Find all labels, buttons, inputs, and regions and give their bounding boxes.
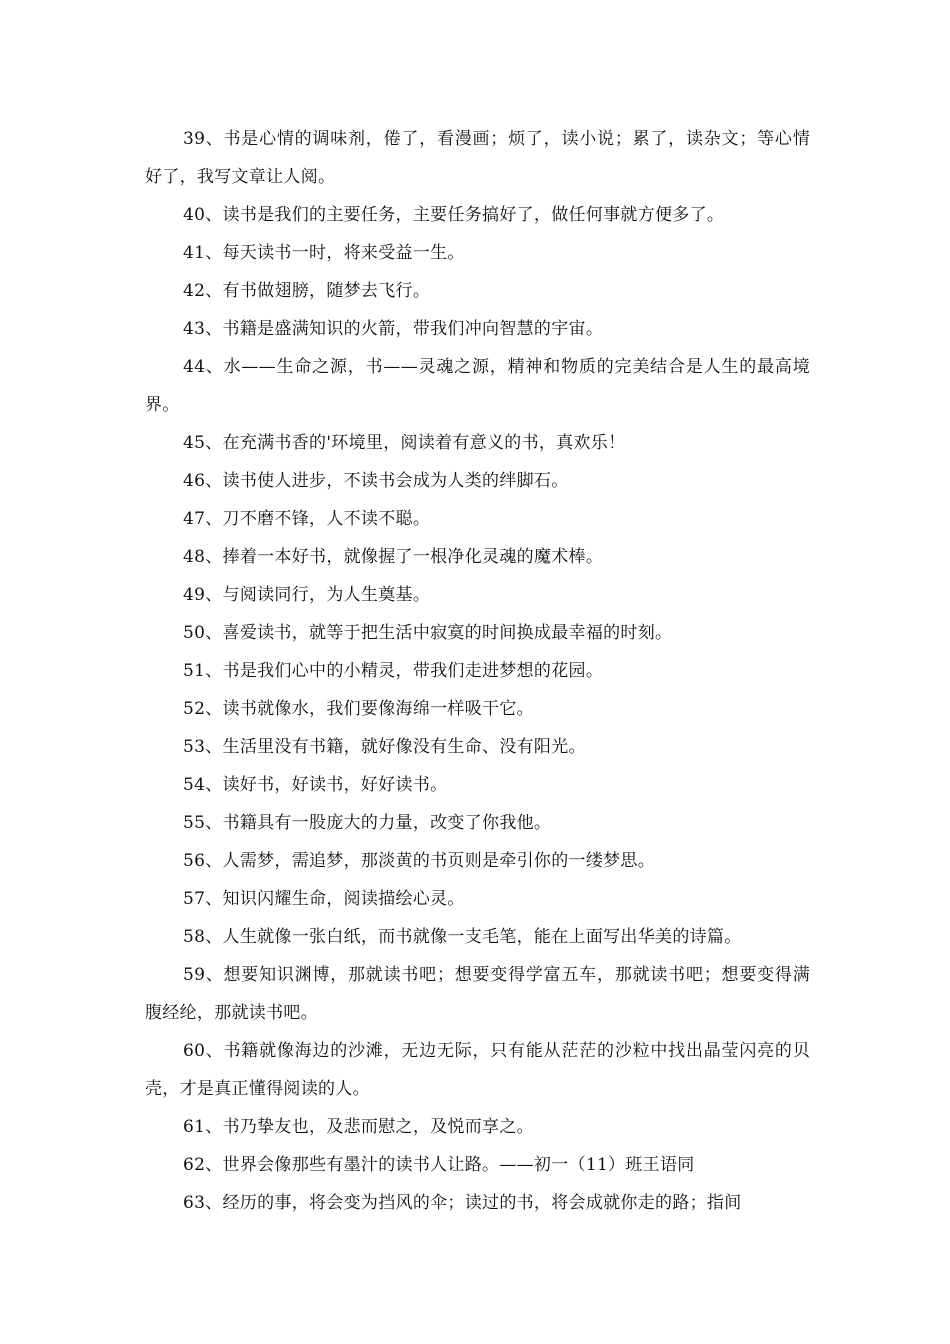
- quote-paragraph-44: 44、水——生命之源，书——灵魂之源，精神和物质的完美结合是人生的最高境界。: [145, 357, 810, 415]
- quote-paragraph-55: 55、书籍具有一股庞大的力量，改变了你我他。: [183, 813, 552, 833]
- quote-paragraph-48: 48、捧着一本好书，就像握了一根净化灵魂的魔术棒。: [183, 547, 604, 567]
- document-body: [145, 120, 810, 1222]
- quote-paragraph-39: 39、书是心情的调味剂，倦了，看漫画；烦了，读小说；累了，读杂文；等心情好了，我写文章让人阅。: [145, 129, 810, 187]
- quote-paragraph-63: 63、经历的事，将会变为挡风的伞；读过的书，将会成就你走的路；指间: [183, 1193, 742, 1213]
- quote-paragraph-42: 42、有书做翅膀，随梦去飞行。: [183, 281, 431, 301]
- quote-paragraph-61: 61、书乃挚友也，及悲而慰之，及悦而享之。: [183, 1117, 534, 1137]
- quote-paragraph-46: 46、读书使人进步，不读书会成为人类的绊脚石。: [183, 471, 569, 491]
- quote-paragraph-45: 45、在充满书香的'环境里，阅读着有意义的书，真欢乐！: [183, 433, 626, 453]
- quote-paragraph-49: 49、与阅读同行，为人生奠基。: [183, 585, 431, 605]
- quote-paragraph-59: 59、想要知识渊博，那就读书吧；想要变得学富五车，那就读书吧；想要变得满腹经纶，那就读书吧。: [145, 965, 810, 1023]
- quote-paragraph-54: 54、读好书，好读书，好好读书。: [183, 775, 448, 795]
- quote-paragraph-58: 58、人生就像一张白纸，而书就像一支毛笔，能在上面写出华美的诗篇。: [183, 927, 742, 947]
- quote-paragraph-40: 40、读书是我们的主要任务，主要任务搞好了，做任何事就方便多了。: [183, 205, 725, 225]
- quote-paragraph-47: 47、刀不磨不锋，人不读不聪。: [183, 509, 431, 529]
- quote-paragraph-41: 41、每天读书一时，将来受益一生。: [183, 243, 465, 263]
- quote-paragraph-51: 51、书是我们心中的小精灵，带我们走进梦想的花园。: [183, 661, 604, 681]
- quote-paragraph-53: 53、生活里没有书籍，就好像没有生命、没有阳光。: [183, 737, 586, 757]
- quote-paragraph-43: 43、书籍是盛满知识的火箭，带我们冲向智慧的宇宙。: [183, 319, 604, 339]
- quote-paragraph-62: 62、世界会像那些有墨汁的读书人让路。——初一（11）班王语同: [183, 1155, 695, 1175]
- quote-paragraph-50: 50、喜爱读书，就等于把生活中寂寞的时间换成最幸福的时刻。: [183, 623, 673, 643]
- quote-paragraph-57: 57、知识闪耀生命，阅读描绘心灵。: [183, 889, 465, 909]
- quote-paragraph-52: 52、读书就像水，我们要像海绵一样吸干它。: [183, 699, 534, 719]
- quote-paragraph-60: 60、书籍就像海边的沙滩，无边无际，只有能从茫茫的沙粒中找出晶莹闪亮的贝壳，才是真正懂得阅读的人。: [145, 1041, 810, 1099]
- quote-paragraph-56: 56、人需梦，需追梦，那淡黄的书页则是牵引你的一缕梦思。: [183, 851, 656, 871]
